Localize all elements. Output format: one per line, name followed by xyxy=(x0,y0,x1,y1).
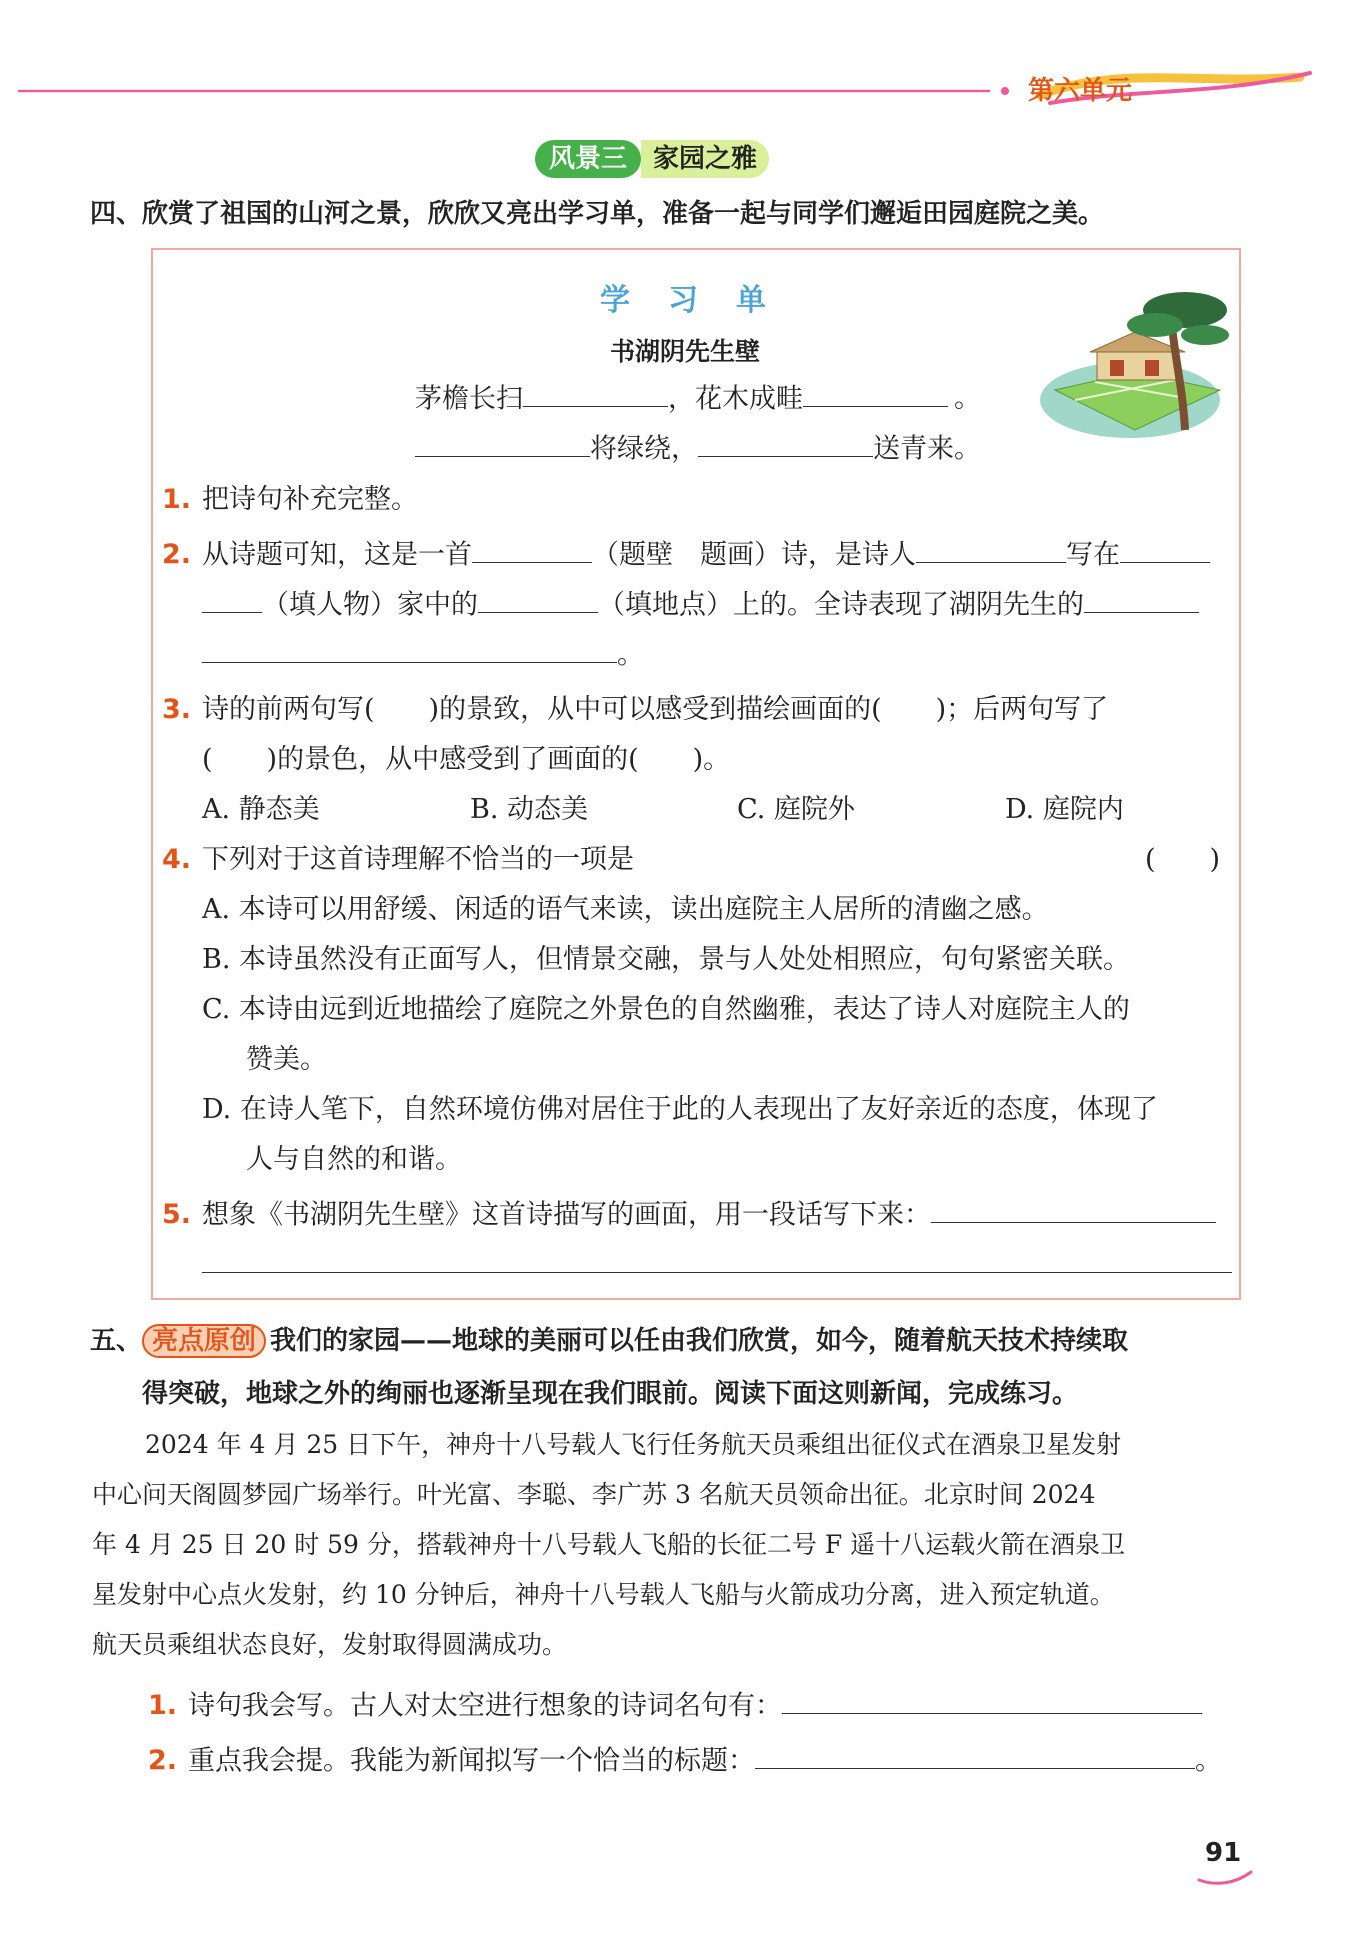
news-line: 2024 年 4 月 25 日下午，神舟十八号载人飞行任务航天员乘组出征仪式在酒泉卫星发射 xyxy=(145,1430,1122,1459)
option-d[interactable]: D. 庭院内 xyxy=(1005,794,1124,825)
answer-blank[interactable] xyxy=(1120,534,1210,563)
poem-line-1 xyxy=(415,378,981,417)
news-line: 航天员乘组状态良好，发射取得圆满成功。 xyxy=(92,1630,568,1659)
courtyard-illustration xyxy=(1035,280,1230,445)
item-number: 5. xyxy=(162,1199,192,1231)
sheet-title: 学 习 单 xyxy=(600,283,770,318)
answer-paren[interactable]: ( ) xyxy=(1145,844,1221,875)
item-text: 下列对于这首诗理解不恰当的一项是 xyxy=(202,844,634,875)
answer-blank[interactable] xyxy=(202,634,617,663)
answer-blank[interactable] xyxy=(1084,584,1199,613)
q5-intro-text: 我们的家园——地球的美丽可以任由我们欣赏，如今，随着航天技术持续取 xyxy=(270,1326,1129,1356)
item-number: 2. xyxy=(148,1745,178,1777)
option-a[interactable]: A. 静态美 xyxy=(202,794,320,825)
header-decoration xyxy=(0,55,1350,115)
q4-item-2-line-2 xyxy=(202,584,1199,623)
q4-intro xyxy=(90,193,1104,230)
answer-blank[interactable] xyxy=(202,584,262,613)
item-text: 从诗题可知，这是一首 xyxy=(202,539,472,571)
q4-item-1 xyxy=(162,482,418,518)
option-b[interactable]: B. 动态美 xyxy=(470,794,589,825)
q4-item-4 xyxy=(162,842,634,878)
q5-badge: 亮点原创 xyxy=(142,1324,266,1358)
poem-blank[interactable] xyxy=(698,428,873,457)
q4-item-2 xyxy=(162,534,1210,573)
item-text: 诗的前两句写( )的景致，从中可以感受到描绘画面的( )；后两句写了 xyxy=(202,694,1109,725)
option-b[interactable]: B. 本诗虽然没有正面写人，但情景交融，景与人处处相照应，句句紧密关联。 xyxy=(202,944,1131,975)
answer-blank[interactable] xyxy=(472,534,592,563)
option-d-cont: 人与自然的和谐。 xyxy=(246,1144,462,1175)
section-heading: 家园之雅 xyxy=(641,140,769,178)
item-text: 诗句我会写。古人对太空进行想象的诗词名句有： xyxy=(188,1690,782,1722)
section-title xyxy=(535,140,769,178)
item-text: 写在 xyxy=(1066,539,1120,571)
option-c[interactable]: C. 本诗由远到近地描绘了庭院之外景色的自然幽雅，表达了诗人对庭院主人的 xyxy=(202,994,1130,1025)
item-number: 1. xyxy=(162,484,192,515)
option-d[interactable]: D. 在诗人笔下，自然环境仿佛对居住于此的人表现出了友好亲近的态度，体现了 xyxy=(202,1094,1158,1125)
poem-blank[interactable] xyxy=(415,428,590,457)
option-a[interactable]: A. 本诗可以用舒缓、闲适的语气来读，读出庭院主人居所的清幽之感。 xyxy=(202,894,1049,925)
q5-prefix: 五、 xyxy=(90,1326,143,1356)
poem-text: 送青来。 xyxy=(873,433,981,465)
item-number: 4. xyxy=(162,844,192,875)
answer-line[interactable] xyxy=(202,1272,1232,1273)
poem-text: 将绿绕， xyxy=(590,433,698,465)
poem-text: 。 xyxy=(954,383,981,415)
item-number: 2. xyxy=(162,539,192,571)
news-line: 星发射中心点火发射，约 10 分钟后，神舟十八号载人飞船与火箭成功分离，进入预定轨道。 xyxy=(92,1580,1115,1609)
poem-text: ，花木成畦 xyxy=(668,383,803,415)
q5-intro-line-2: 得突破，地球之外的绚丽也逐渐呈现在我们眼前。阅读下面这则新闻，完成练习。 xyxy=(142,1379,1079,1409)
q4-item-3-line-2: ( )的景色，从中感受到了画面的( )。 xyxy=(202,744,731,775)
page-number-swoosh xyxy=(1195,1868,1255,1888)
item-number: 3. xyxy=(162,694,192,725)
q4-intro-text: 欣赏了祖国的山河之景，欣欣又亮出学习单，准备一起与同学们邂逅田园庭院之美。 xyxy=(142,199,1105,229)
answer-blank[interactable] xyxy=(916,534,1066,563)
page-number: 91 xyxy=(1205,1838,1242,1868)
item-number: 1. xyxy=(148,1690,178,1722)
answer-blank[interactable] xyxy=(478,584,598,613)
item-text: （填地点）上的。全诗表现了湖阴先生的 xyxy=(598,589,1084,621)
unit-label: 第六单元 xyxy=(1028,76,1133,106)
q4-item-2-line-3 xyxy=(202,634,644,673)
answer-blank[interactable] xyxy=(782,1685,1202,1714)
q5-item-2 xyxy=(148,1740,1222,1779)
poem-title: 书湖阴先生壁 xyxy=(610,337,761,366)
option-c[interactable]: C. 庭院外 xyxy=(737,794,855,825)
q4-item-5 xyxy=(162,1194,1216,1233)
q4-item-3 xyxy=(162,692,1108,728)
q5-intro xyxy=(90,1323,1128,1359)
option-c-cont: 赞美。 xyxy=(246,1044,327,1075)
news-line: 年 4 月 25 日 20 时 59 分，搭载神舟十八号载人飞船的长征二号 F 遥十八运载火箭在酒泉卫 xyxy=(92,1530,1126,1559)
section-badge: 风景三 xyxy=(535,140,641,178)
item-text: 想象《书湖阴先生壁》这首诗描写的画面，用一段话写下来： xyxy=(202,1199,931,1231)
poem-line-2 xyxy=(415,428,981,467)
item-text: 。 xyxy=(617,639,644,671)
item-text: 把诗句补充完整。 xyxy=(202,484,418,515)
item-text: （填人物）家中的 xyxy=(262,589,478,621)
item-text: （题壁 题画）诗，是诗人 xyxy=(592,539,916,571)
poem-blank[interactable] xyxy=(803,378,948,407)
poem-text: 茅檐长扫 xyxy=(415,383,523,415)
answer-blank[interactable] xyxy=(931,1194,1216,1223)
answer-blank[interactable] xyxy=(755,1740,1195,1769)
news-line: 中心问天阁圆梦园广场举行。叶光富、李聪、李广苏 3 名航天员领命出征。北京时间 2024 xyxy=(92,1480,1096,1509)
poem-blank[interactable] xyxy=(523,378,668,407)
q5-item-1 xyxy=(148,1685,1202,1724)
q4-prefix: 四、 xyxy=(90,199,143,229)
item-text: 重点我会提。我能为新闻拟写一个恰当的标题： xyxy=(188,1745,755,1777)
item-text: 。 xyxy=(1195,1745,1222,1777)
